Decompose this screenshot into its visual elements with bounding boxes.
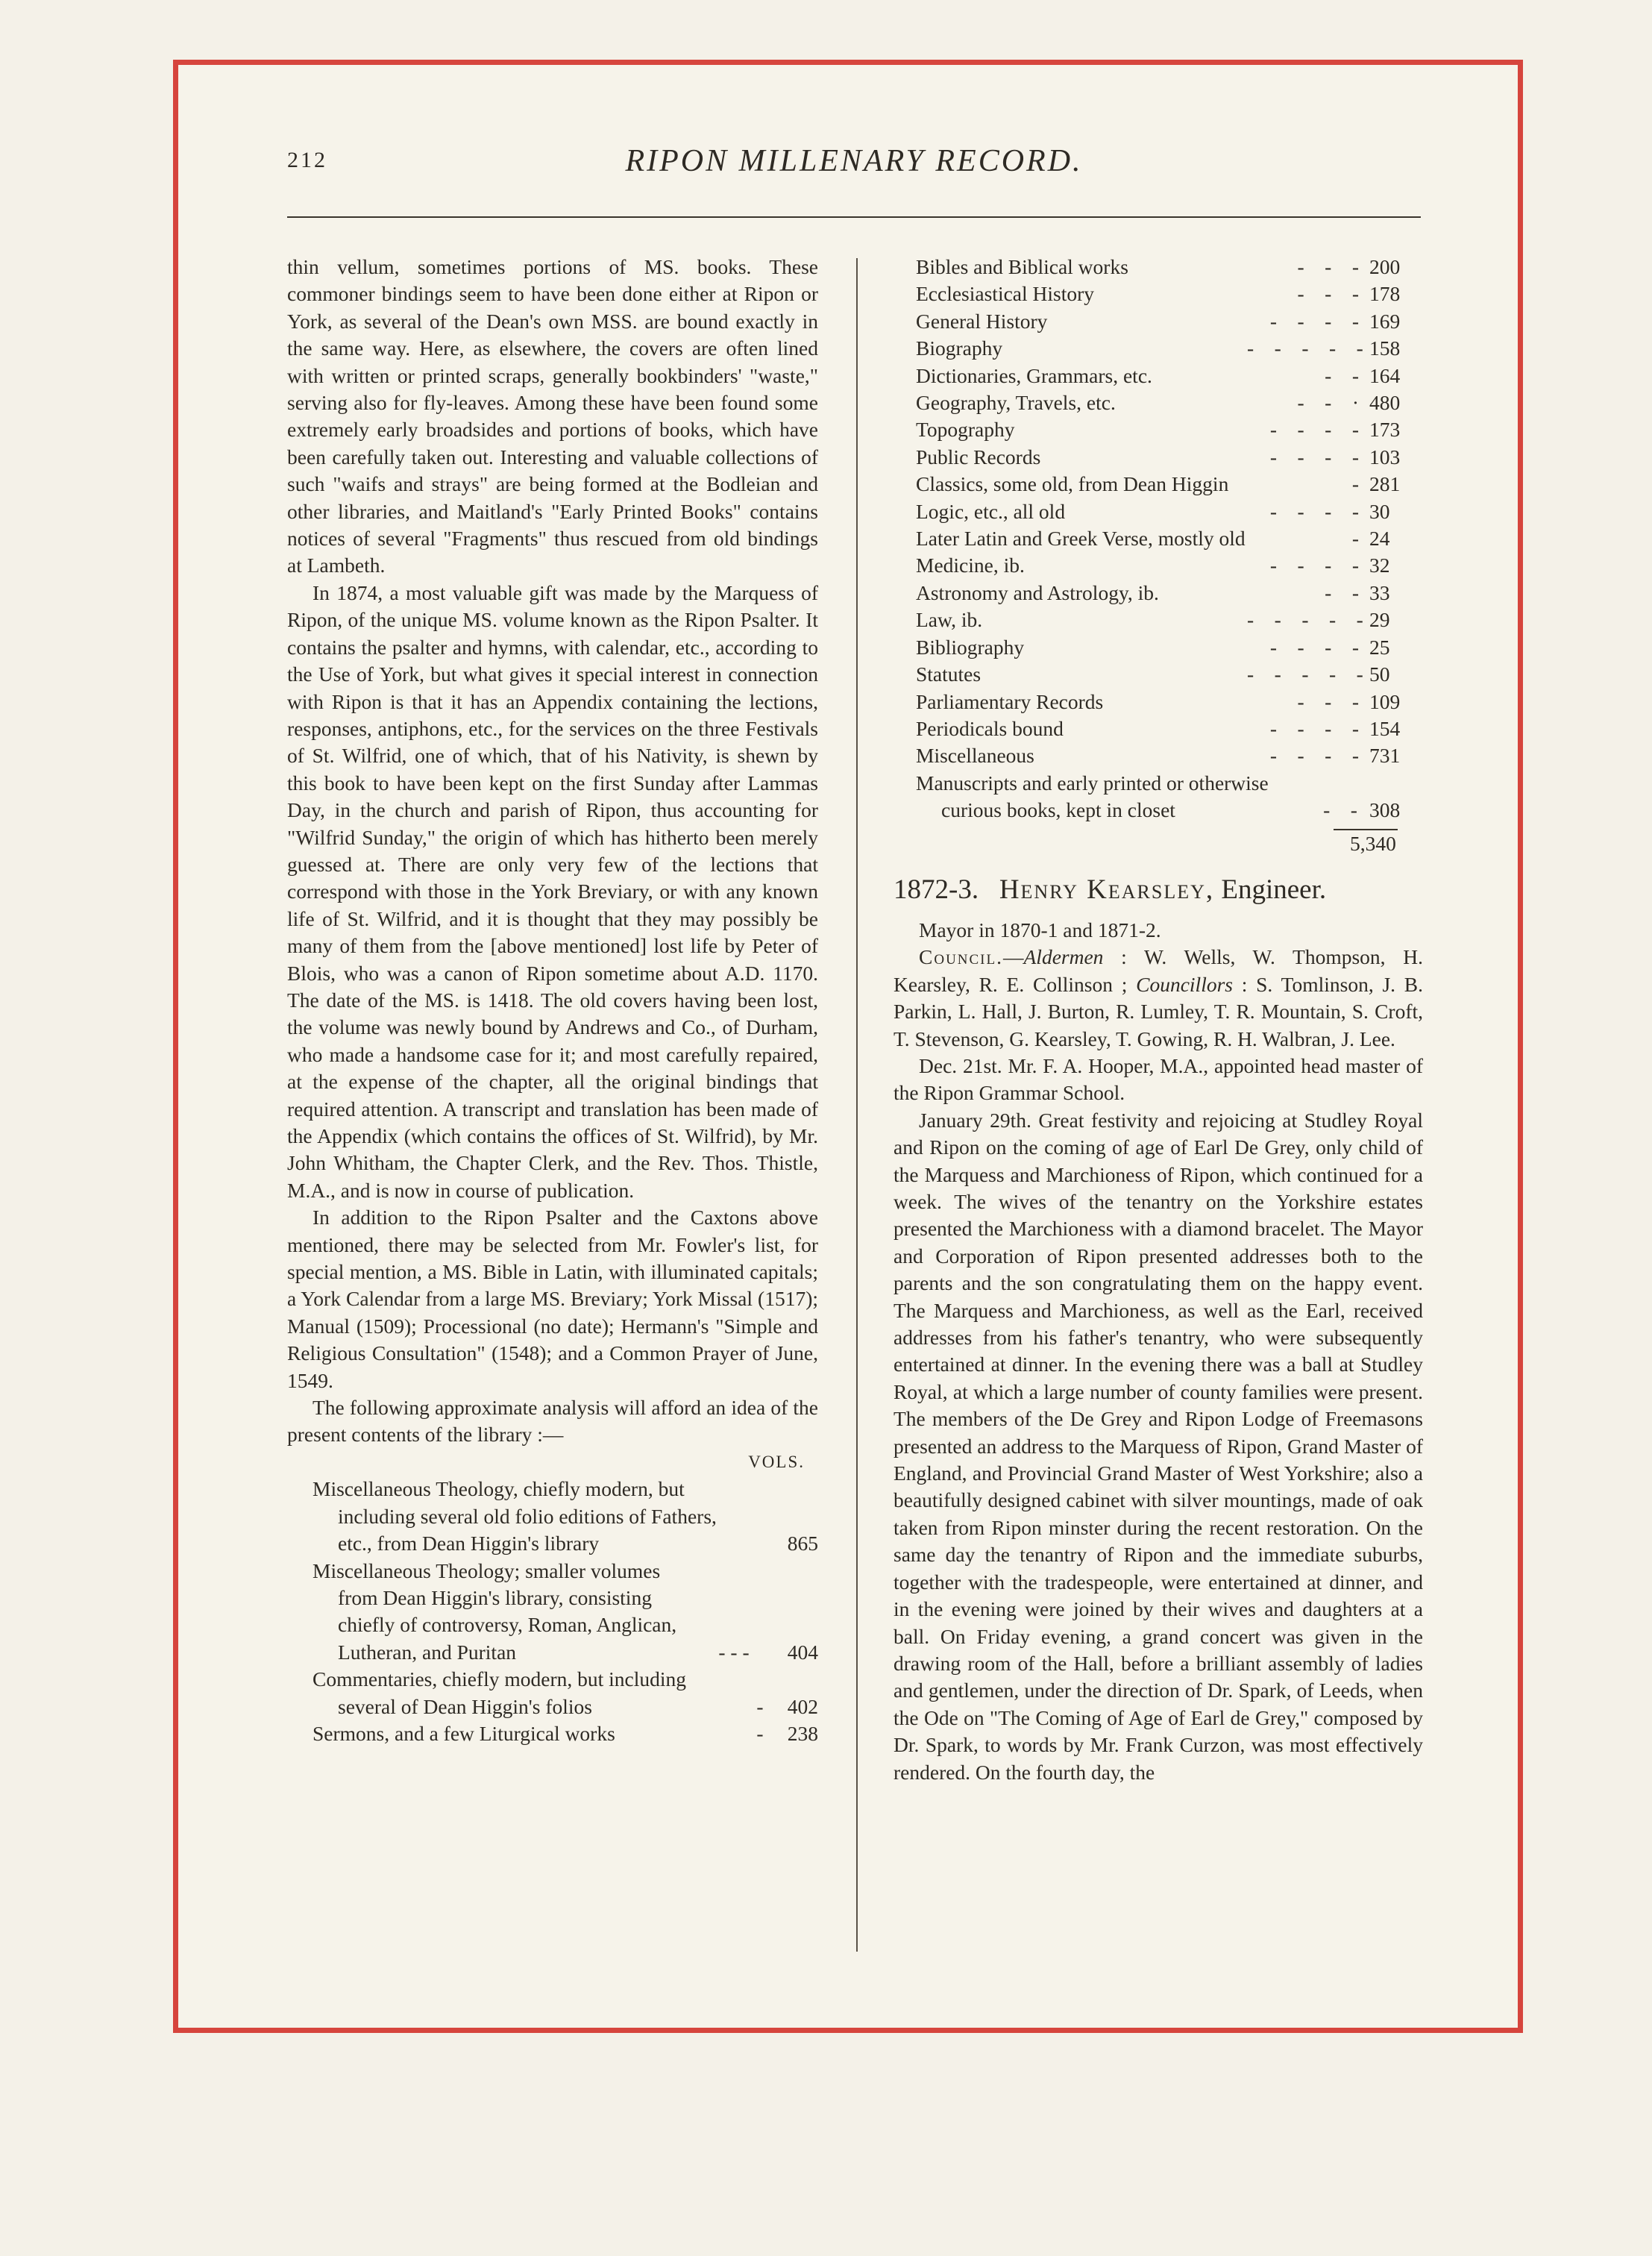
- aldermen-list: W. Wells, W. Thompson, H. Kearsley, R. E. Collinson ;: [893, 945, 1423, 996]
- library-row-leader: - - - -: [1269, 716, 1359, 740]
- library-row: [916, 580, 1423, 607]
- council-paragraph: Council.—Aldermen : W. Wells, W. Thompson, H. Kearsley, R. E. Collinson ; Councillors : S. Tomlinson, J. B. Parkin, L. Hall, J. Burton, R. Lumley, T. R. Mountain, S. Croft, T. Stevenson, G. Kearsley, T. Gowing, R. H. Walbran, J. Lee.: [893, 945, 1424, 1050]
- library-row-label: Statutes: [916, 662, 982, 686]
- library-row-value: 32: [1369, 554, 1390, 577]
- councillors-label: Councillors: [1136, 972, 1233, 996]
- library-row-label: Astronomy and Astrology, ib.: [916, 580, 1159, 604]
- library-row-leader: - - - - -: [1247, 336, 1363, 360]
- library-row-leader: - - - -: [1269, 418, 1359, 442]
- page-number: 212: [287, 148, 327, 172]
- library-row-value: 402: [787, 1694, 818, 1718]
- library-row: [916, 770, 1423, 824]
- library-statistics: [893, 254, 1423, 770]
- library-total: 5,340: [1350, 831, 1396, 855]
- library-row: [916, 715, 1423, 742]
- library-row-leader: - - - -: [1269, 554, 1359, 577]
- library-row-leader: - - - - -: [1247, 608, 1363, 632]
- library-row: [313, 1476, 818, 1557]
- library-row-value: 25: [1369, 635, 1390, 659]
- library-row: [916, 742, 1423, 769]
- library-row: [916, 416, 1423, 443]
- library-row-value: 200: [1369, 255, 1401, 278]
- library-row-leader: - - - - -: [1247, 662, 1363, 686]
- library-row: [916, 254, 1423, 281]
- library-row-leader: - - -: [1297, 282, 1359, 306]
- library-row: [916, 689, 1423, 715]
- library-row-label: Bibliography: [916, 635, 1025, 659]
- library-row-value: 109: [1369, 689, 1401, 713]
- library-row-value: 154: [1369, 716, 1401, 740]
- library-row-value: 169: [1369, 309, 1401, 333]
- library-row-label-cont: curious books, kept in closet: [941, 798, 1175, 822]
- library-row: [916, 308, 1423, 335]
- library-row-label: Periodicals bound: [916, 716, 1064, 740]
- library-row-label: General History: [916, 309, 1048, 333]
- councillors-list: S. Tomlinson, J. B. Parkin, L. Hall, J. Burton, R. Lumley, T. R. Mountain, S. Croft, T. Stevenson, G. Kearsley, T. Gowing, R. H. Walbran, J. Lee.: [893, 972, 1424, 1050]
- library-row-label: Dictionaries, Grammars, etc.: [916, 363, 1152, 387]
- right-column: [893, 254, 1423, 1786]
- library-row-leader: - - ·: [1297, 391, 1359, 415]
- library-row-value: 731: [1369, 744, 1401, 768]
- library-row: [313, 1666, 818, 1720]
- library-row-label: Logic, etc., all old: [916, 499, 1066, 523]
- library-row-value: 164: [1369, 363, 1401, 387]
- library-row-value: 33: [1369, 580, 1390, 604]
- library-row: [916, 363, 1423, 389]
- paragraph: thin vellum, sometimes portions of MS. books. These commoner bindings seem to have been done either at Ripon or York, as several of the Dean's own MSS. are bound exactly in the same way. Here, as elsewhere, the covers are often lined with written or printed scraps, generally bookbinders' "waste," serving also for fly-leaves. Among these have been found some extremely early broadsides and portions of books, which have been carefully taken out. Interesting and valuable collections of such "waifs and strays" are being formed at the Bodleian and other libraries, and Maitland's "Early Printed Books" contains notices of several "Fragments" thus rescued from old bindings at Lambeth.: [287, 255, 818, 577]
- library-row-value: 281: [1369, 472, 1401, 496]
- library-row-label: Miscellaneous Theology, chiefly modern, but including several old folio editions of Fathers, etc., from Dean Higgin's library: [313, 1477, 717, 1555]
- library-row-label: Bibles and Biblical works: [916, 255, 1128, 278]
- library-row-label: Commentaries, chiefly modern, but including several of Dean Higgin's folios: [313, 1667, 687, 1718]
- library-row-leader: -: [756, 1721, 764, 1745]
- library-row-leader: -: [1351, 472, 1359, 496]
- library-row-label: Miscellaneous Theology; smaller volumes from Dean Higgin's library, consisting chiefly of controversy, Roman, Anglican, Lutheran, and Puritan: [313, 1558, 677, 1664]
- library-row-value: 24: [1369, 527, 1390, 551]
- library-row: [916, 607, 1423, 633]
- aldermen-label: Aldermen: [1023, 945, 1104, 969]
- library-row-leader: - - -: [718, 1640, 750, 1664]
- library-row: [916, 525, 1423, 552]
- paragraph: The following approximate analysis will afford an idea of the present contents of the library :—: [287, 1396, 818, 1447]
- header-rule: [287, 216, 1421, 218]
- library-row-leader: - - - -: [1269, 499, 1359, 523]
- library-row-leader: - -: [1325, 580, 1359, 604]
- library-row-leader: -: [756, 1694, 764, 1718]
- library-row-leader: - - - -: [1269, 309, 1359, 333]
- library-row: [916, 281, 1423, 307]
- library-row-value: 178: [1369, 282, 1401, 306]
- vols-column-label: VOLS.: [748, 1452, 805, 1471]
- library-row-value: 30: [1369, 499, 1390, 523]
- library-row: [313, 1558, 818, 1667]
- library-row-value: 50: [1369, 662, 1390, 686]
- library-row: [916, 335, 1423, 362]
- library-row: [916, 552, 1423, 579]
- library-row-label: Sermons, and a few Liturgical works: [313, 1721, 615, 1745]
- library-row-label: Ecclesiastical History: [916, 282, 1095, 306]
- library-row-label: Later Latin and Greek Verse, mostly old: [916, 527, 1246, 551]
- paragraph: January 29th. Great festivity and rejoicing at Studley Royal and Ripon on the coming of age of Earl De Grey, only child of the Marquess and Marchioness of Ripon, which continued for a week. The wives of the tenantry on the Yorkshire estates presented the Marchioness with a diamond bracelet. The Mayor and Corporation of Ripon presented addresses both to the parents and the son congratulating them on the happy event. The Marquess and Marchioness, as well as the Earl, received addresses from his father's tenantry, who were subsequently entertained at dinner. In the evening there was a ball at Studley Royal, at which a large number of county families were present. The members of the De Grey and Ripon Lodge of Freemasons presented an address to the Marquess of Ripon, Grand Master of England, and Provincial Grand Master of West Yorkshire; also a beautifully designed cabinet with silver mountings, made of oak taken from Ripon minster during the recent restoration. On the same day the tenantry of Ripon and the immediate suburbs, together with the tradespeople, were entertained at dinner, and in the evening were joined by their wives and daughters at a ball. On Friday evening, a grand concert was given in the drawing room of the Hall, before a brilliant assembly of ladies and gentlemen, under the direction of Dr. Spark, of Leeds, when the Ode on "The Coming of Age of Earl de Grey," composed by Dr. Spark, to words by Mr. Frank Curzon, was most effectively rendered. On the fourth day, the: [893, 1108, 1423, 1784]
- library-row: [916, 471, 1423, 498]
- library-row-label: Law, ib.: [916, 608, 983, 632]
- library-row: [916, 634, 1423, 661]
- library-row-leader: - - - -: [1269, 744, 1359, 768]
- library-row-label: Classics, some old, from Dean Higgin: [916, 472, 1229, 496]
- left-column: [287, 254, 818, 1747]
- library-row-label: Biography: [916, 336, 1003, 360]
- library-row-label: Parliamentary Records: [916, 689, 1104, 713]
- mayor-profession: Engineer.: [1221, 874, 1327, 905]
- paragraph: In 1874, a most valuable gift was made by the Marquess of Ripon, of the unique MS. volume known as the Ripon Psalter. It contains the psalter and hymns, with calendar, etc., according to the Use of York, but what gives it special interest in connection with Ripon is that it has an Appendix containing the lections, responses, antiphons, etc., for the services on the three Festivals of St. Wilfrid, one of which, that of his Nativity, is shewn by this book to have been kept on the first Sunday after Lammas Day, in the church and parish of Ripon, thus accounting for "Wilfrid Sunday," the origin of which has hitherto been merely guessed at. There are only very few of the lections that correspond with those in the York Breviary, or with any known life of St. Wilfrid, and it is thought that they may possibly be many of them from the [above mentioned] lost life by Peter of Blois, who was a canon of Ripon sometime about A.D. 1170. The date of the MS. is 1418. The old covers having been lost, the volume was newly bound by Andrews and Co., of Durham, who made a handsome case for it; and most carefully repaired, at the expense of the chapter, all the original bindings that required attention. A transcript and translation has been made of the Appendix (which contains the offices of St. Wilfrid), by Mr. John Whitham, the Chapter Clerk, and the Rev. Thos. Thistle, M.A., and is now in course of publication.: [287, 580, 818, 1202]
- library-row-value: 103: [1369, 445, 1401, 469]
- library-row: [916, 498, 1423, 525]
- mayor-name: Henry Kearsley,: [999, 874, 1215, 905]
- library-row-leader: - - - -: [1269, 445, 1359, 469]
- library-row-value: 173: [1369, 418, 1401, 442]
- library-row-label: Topography: [916, 418, 1015, 442]
- column-divider: [856, 258, 858, 1952]
- library-row-label: Medicine, ib.: [916, 554, 1025, 577]
- library-row-label: Manuscripts and early printed or otherwise: [916, 771, 1269, 795]
- library-row: [916, 661, 1423, 688]
- library-row: [916, 444, 1423, 471]
- library-row-leader: - - - -: [1269, 635, 1359, 659]
- library-row-value: 238: [787, 1721, 818, 1745]
- library-row-leader: - -: [1325, 363, 1359, 387]
- paragraph: Dec. 21st. Mr. F. A. Hooper, M.A., appointed head master of the Ripon Grammar School.: [893, 1053, 1423, 1105]
- library-row-label: Miscellaneous: [916, 744, 1034, 768]
- mayor-line: Mayor in 1870-1 and 1871-2.: [919, 918, 1161, 941]
- library-row: [313, 1720, 818, 1747]
- library-row-value: 404: [787, 1640, 818, 1664]
- library-row: [916, 389, 1423, 416]
- library-row-value: 865: [787, 1532, 818, 1555]
- library-row-label: Public Records: [916, 445, 1041, 469]
- library-row-value: 308: [1369, 798, 1401, 822]
- library-row-value: 158: [1369, 336, 1401, 360]
- library-row-leader: - - -: [1297, 689, 1359, 713]
- library-row-value: 480: [1369, 391, 1401, 415]
- library-row-label: Geography, Travels, etc.: [916, 391, 1116, 415]
- page-header: [287, 143, 1421, 188]
- section-year: 1872-3.: [893, 874, 979, 905]
- council-label: Council.: [919, 945, 1003, 969]
- library-row-value: 29: [1369, 608, 1390, 632]
- library-row-leader: -: [1351, 527, 1359, 551]
- library-row-leader: - - -: [1297, 255, 1359, 278]
- running-title: RIPON MILLENARY RECORD.: [625, 144, 1083, 178]
- library-row-leader: - -: [1323, 798, 1357, 822]
- section-heading: [893, 874, 1423, 906]
- paragraph: In addition to the Ripon Psalter and the Caxtons above mentioned, there may be selected from Mr. Fowler's list, for special mention, a MS. Bible in Latin, with illuminated capitals; a York Calendar from a large MS. Breviary; York Missal (1517); Manual (1509); Processional (no date); Hermann's "Simple and Religious Consultation" (1548); and a Common Prayer of June, 1549.: [287, 1206, 818, 1392]
